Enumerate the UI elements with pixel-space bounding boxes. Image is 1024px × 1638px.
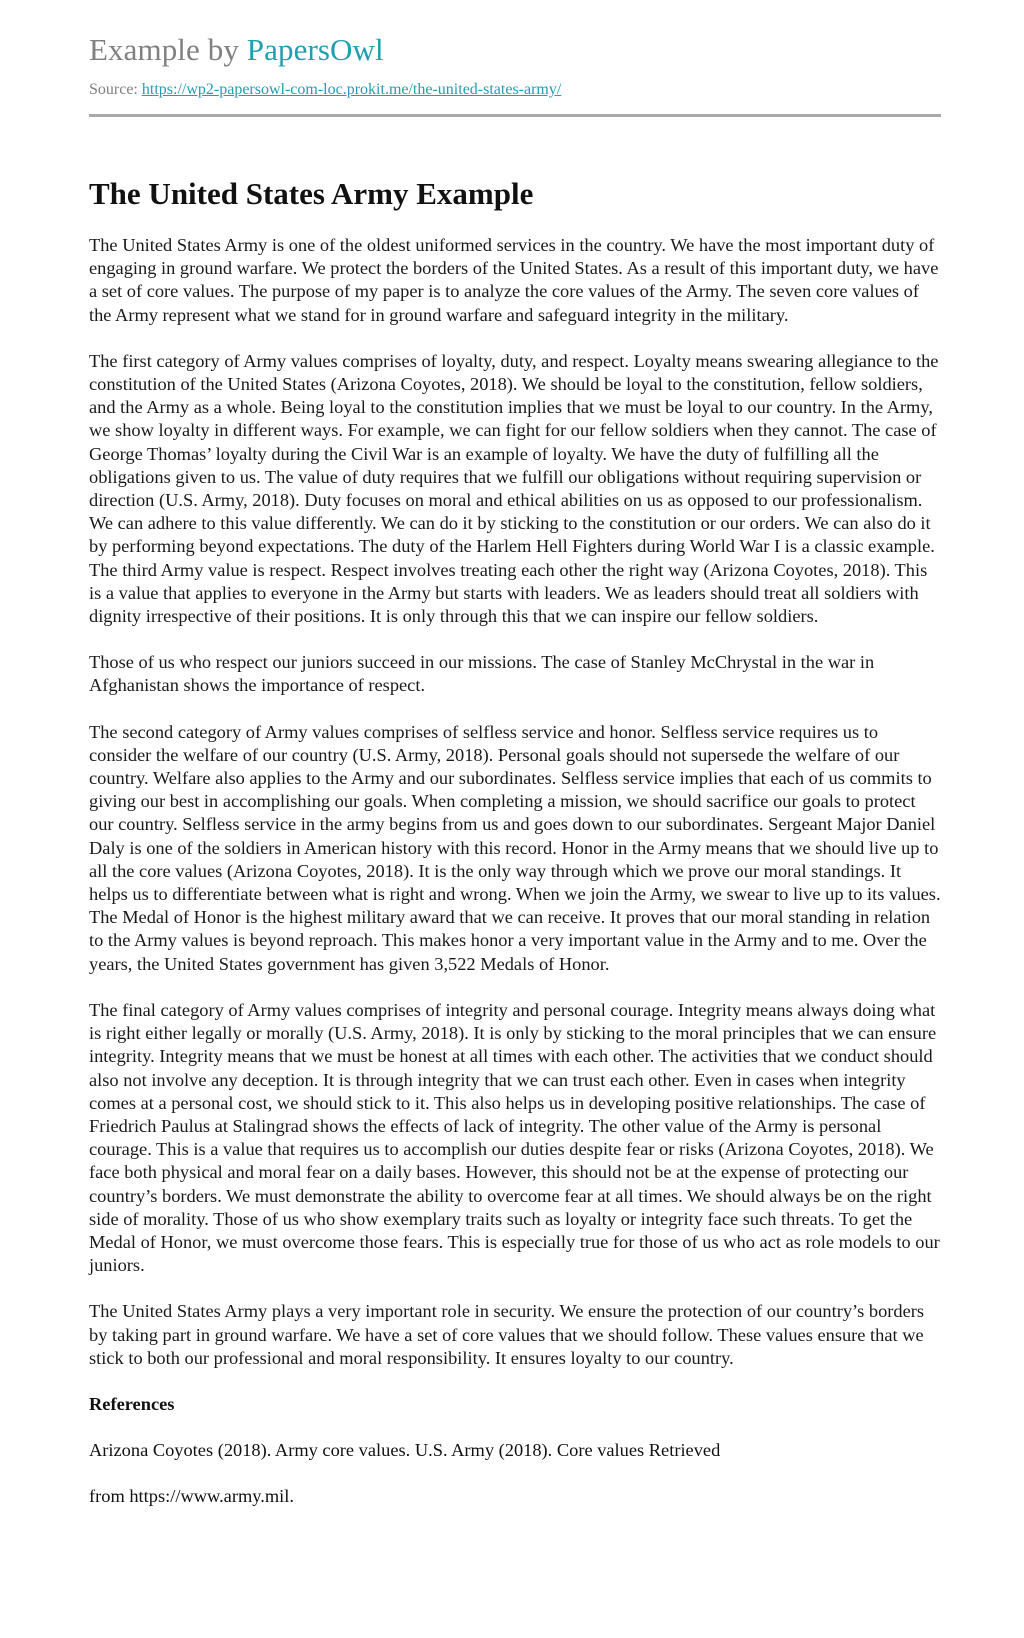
body-paragraph-5: The final category of Army values comprises of integrity and personal courage. Integrity means always doing what is right either legally or morally (U.S. Army, 2018). It is only by sticking to the moral principles that we can ensure integrity. Integrity means that we must be honest at all times with each other. The activities that we conduct should also not involve any deception. It is through integrity that we can trust each other. Even in cases when integrity comes at a personal cost, we should stick to it. This also helps us in developing positive relationships. The case of Friedrich Paulus at Stalingrad shows the effects of lack of integrity. The other value of the Army is personal courage. This is a value that requires us to accomplish our duties despite fear or risks (Arizona Coyotes, 2018). We face both physical and moral fear on a daily bases. However, this should not be at the expense of protecting our country’s borders. We must demonstrate the ability to overcome fear at all times. We should always be on the right side of morality. Those of us who show exemplary traits such as loyalty or integrity face such threats. To get the Medal of Honor, we must overcome those fears. This is especially true for those of us who act as role models to our juniors.	[89, 999, 940, 1276]
brand-name[interactable]: PapersOwl	[246, 32, 384, 67]
body-paragraph-6: The United States Army plays a very important role in security. We ensure the protection of our country’s borders by taking part in ground warfare. We have a set of core values that we should follow. These values ensure that we stick to both our professional and moral responsibility. It ensures loyalty to our country.	[89, 1301, 925, 1368]
page-title: The United States Army Example	[89, 176, 534, 211]
body-paragraph-2: The first category of Army values comprises of loyalty, duty, and respect. Loyalty means swearing allegiance to the constitution of the United States (Arizona Coyotes, 2018). We should be loyal to the constitution, fellow soldiers, and the Army as a whole. Being loyal to the constitution implies that we must be loyal to our country. In the Army, we show loyalty in different ways. For example, we can fight for our fellow soldiers when they cannot. The case of George Thomas’ loyalty during the Civil War is an example of loyalty. We have the duty of fulfilling all the obligations given to us. The value of duty requires that we fulfill our obligations without requiring supervision or direction (U.S. Army, 2018). Duty focuses on moral and ethical abilities on us as opposed to our professionalism. We can adhere to this value differently. We can do it by sticking to the constitution or our orders. We can also do it by performing beyond expectations. The duty of the Harlem Hell Fighters during World War I is a classic example. The third Army value is respect. Respect involves treating each other the right way (Arizona Coyotes, 2018). This is a value that applies to everyone in the Army but starts with leaders. We as leaders should treat all soldiers with dignity irrespective of their positions. It is only through this that we can inspire our fellow soldiers.	[89, 350, 939, 627]
body-paragraph-4: The second category of Army values comprises of selfless service and honor. Selfless service requires us to consider the welfare of our country (U.S. Army, 2018). Personal goals should not supersede the welfare of our country. Welfare also applies to the Army and our subordinates. Selfless service implies that each of us commits to giving our best in accomplishing our goals. When completing a mission, we should sacrifice our goals to protect our country. Selfless service in the army begins from us and goes down to our subordinates. Sergeant Major Daniel Daly is one of the soldiers in American history with this record. Honor in the Army means that we should live up to all the core values (Arizona Coyotes, 2018). It is the only way through which we prove our moral standings. It helps us to differentiate between what is right and wrong. When we join the Army, we swear to live up to its values. The Medal of Honor is the highest military award that we can receive. It proves that our moral standing in relation to the Army values is beyond reproach. This makes honor a very important value in the Army and to me. Over the years, the United States government has given 3,522 Medals of Honor.	[89, 721, 941, 974]
source-label: Source:	[89, 81, 142, 98]
document-body	[89, 234, 941, 1509]
source-link[interactable]: https://wp2-papersowl-com-loc.prokit.me/the-united-states-army/	[141, 81, 562, 98]
header-divider	[89, 114, 941, 117]
body-paragraph-1: The United States Army is one of the oldest uniformed services in the country. We have the most important duty of engaging in ground warfare. We protect the borders of the United States. As a result of this important duty, we have a set of core values. The purpose of my paper is to analyze the core values of the Army. The seven core values of the Army represent what we stand for in ground warfare and safeguard integrity in the military.	[89, 235, 939, 325]
reference-line-2: from https://www.army.mil.	[89, 1486, 294, 1507]
references-heading: References	[89, 1393, 175, 1414]
body-paragraph-3: Those of us who respect our juniors succeed in our missions. The case of Stanley McChrystal in the war in Afghanistan shows the importance of respect.	[89, 652, 875, 696]
reference-line-1: Arizona Coyotes (2018). Army core values. U.S. Army (2018). Core values Retrieved	[89, 1440, 721, 1461]
source-line	[89, 80, 941, 100]
document-page	[89, 0, 941, 1532]
header-prefix: Example by	[89, 32, 247, 67]
header-title	[89, 30, 941, 70]
